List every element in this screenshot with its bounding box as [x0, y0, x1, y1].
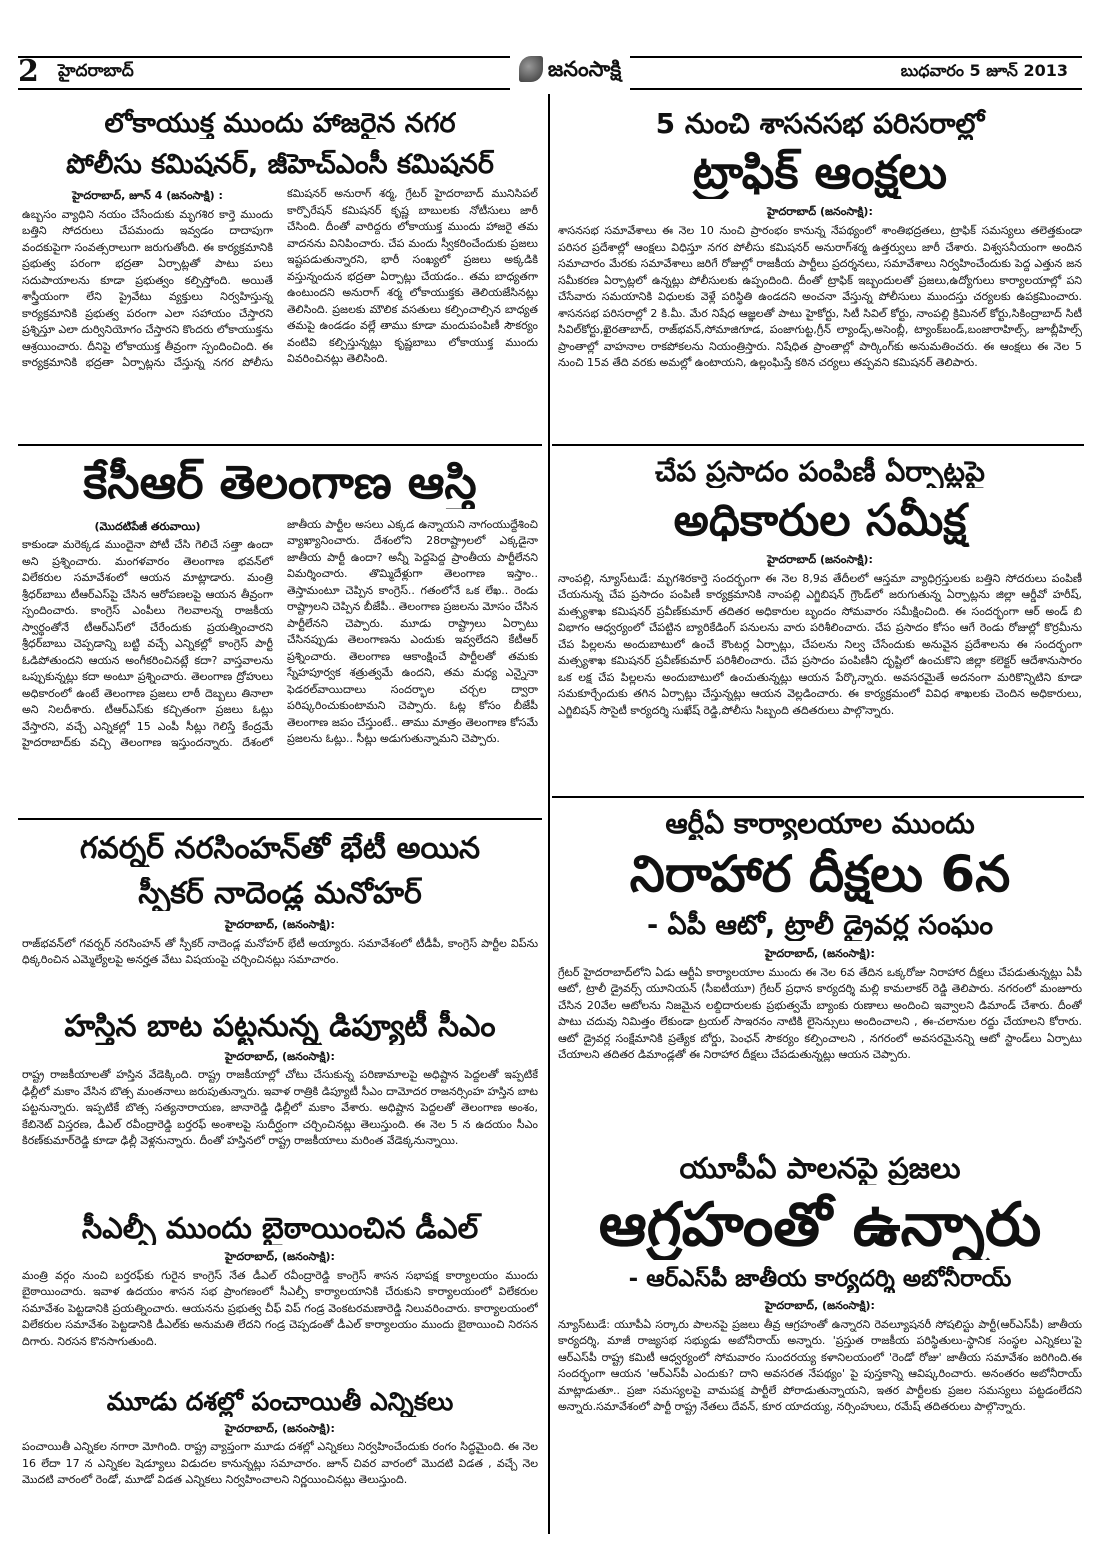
leaf-logo-icon	[519, 56, 543, 82]
dateline: హైదరాబాద్, (జనంసాక్షి):	[765, 946, 875, 960]
section-divider	[18, 444, 542, 446]
article-dl-protest	[22, 1212, 538, 1380]
article-body	[22, 1419, 538, 1519]
headline: 5 నుంచి శాసనసభ పరిసరాల్లో	[655, 108, 985, 140]
article-body	[22, 915, 538, 977]
article-body	[22, 517, 538, 799]
section-divider	[552, 796, 1084, 798]
dateline: హైదరాబాద్, (జనంసాక్షి):	[225, 1421, 335, 1435]
headline: సీఎల్పీ ముందు బైఠాయించిన డీఎల్	[81, 1212, 479, 1245]
dateline: హైదరాబాద్, జూన్ 4 (జనంసాక్షి) :	[72, 189, 223, 203]
article-text: నాంపల్లి, న్యూస్‌టుడే: మృగశిరకార్తె సందర్భంగా ఈ నెల 8,9వ తేదీలలో ఆస్తమా వ్యాధిగ్రస్తులకు బత్తిని సోదరులు పంపిణీ చేయనున్న చేప ప్రసాదం పంపిణీ కార్యక్రమానికి నాంపల్లి ఎగ్జిబిషన్ గ్రౌండ్‌లో జరుగుతున్న ఏర్పాట్లను జిల్లా ఆర్డీవో హరీష్, మత్స్యశాఖ కమిషనర్ ప్రవీణ్‌కుమార్ తదితర అధికారుల బృందం సోమవారం సమీక్షించింది. ఈ సందర్భంగా ఆర్ అండ్ బి విభాగం ఆధ్వర్యంలో చేపట్టిన బ్యారికేడింగ్ పనులను వారు పరిశీలించారు. చేప ప్రసాదం కోసం ఆగే రెండు రోజుల్లో కొర్రమీను చేప పిల్లలను అందుబాటులో ఉంచే కౌంటర్ల ఏర్పాట్లు, చేపలను నిల్వ చేసేందుకు అనువైన ప్రదేశాలను ఈ సందర్భంగా మత్స్యశాఖ కమిషనర్ ప్రవీణ్‌కుమార్ పరిశీలించారు. చేప ప్రసాదం పంపిణీని దృష్టిలో ఉంచుకొని జిల్లా కలెక్టర్ ఆదేశానుసారం ఒక లక్ష చేప పిల్లలను అందుబాటులో ఉంచుతున్నట్లు ఆయన పేర్కొన్నారు. అవసరమైతే అదనంగా మరికొన్నిటిని కూడా సమకూర్చేందుకు తగిన ఏర్పాట్లు చేస్తున్నట్లు ఆయన వెల్లడించారు. ఈ కార్యక్రమంలో వివిధ శాఖలకు చెందిన అధికారులు, ఎగ్జిబిషన్ సొసైటీ కార్యదర్శి సుఖేష్ రెడ్డి,పోలీసు సిబ్బంది తదితరులు పాల్గొన్నారు.	[558, 571, 1082, 717]
headline: యూపీఏ పాలనపై ప్రజలు	[679, 1152, 961, 1185]
masthead-date: బుధవారం 5 జూన్ 2013	[900, 61, 1068, 80]
dateline: (మొదటిపేజీ తరువాయి)	[94, 519, 201, 533]
headline: పోలీసు కమిషనర్, జీహెచ్‌ఎంసీ కమిషనర్	[66, 149, 494, 181]
section-divider	[552, 444, 1084, 446]
masthead	[18, 56, 1082, 90]
article-body	[22, 1047, 538, 1181]
headline: లోకాయుక్త ముందు హాజరైన నగర	[104, 108, 456, 139]
headline: ట్రాఫిక్ ఆంక్షలు	[692, 146, 948, 200]
article-kcr	[22, 456, 538, 806]
masthead-city: హైదరాబాద్	[58, 61, 134, 81]
article-governor	[22, 832, 538, 1002]
headline: గవర్నర్ నరసింహన్‌తో భేటీ అయిన	[79, 832, 481, 866]
subheadline: - ఆర్‌ఎస్‌పీ జాతీయ కార్యదర్శి అబోనీరాయ్	[628, 1266, 1012, 1293]
subheadline: - ఏపీ ఆటో, ట్రాలీ డ్రైవర్ల సంఘం	[646, 909, 994, 941]
headline: ఆర్టీఏ కార్యాలయాల ముందు	[665, 808, 975, 840]
article-text: కాకుండా మరెక్కడ ముందైనా పోటీ చేసి గెలిచే సత్తా ఉందా అని ప్రశ్నించారు. మంగళవారం తెలంగాణ భవన్‌లో విలేకరుల సమావేశంలో ఆయన మాట్లాడారు. మంత్రి శ్రీధర్‌బాబు టీఆర్‌ఎస్‌పై చేసిన ఆరోపణలపై ఆయన తీవ్రంగా స్పందించారు. కాంగ్రెస్ ఎంపీలు గెలవాలన్న రాజకీయ స్వార్థంతోనే టీఆర్‌ఎస్‌లో చేరేందుకు ప్రయత్నించారని శ్రీధర్‌బాబు చెప్పడాన్ని బట్టి వచ్చే ఎన్నికల్లో కాంగ్రెస్ పార్టీ ఓడిపోతుందని ఆయన అంగీకరించినట్లే కదా? వాస్తవాలను ఒప్పుకున్నట్లు కదా అంటూ ప్రశ్నించారు. తెలంగాణ ద్రోహులు అధికారంలో ఉంటే తెలంగాణ ప్రజలు లాఠీ దెబ్బలు తినాలా అని నిలదీశారు. టీఆర్‌ఎస్‌కు కచ్చితంగా ప్రజలు ఓట్లు వేస్తారని, వచ్చే ఎన్నికల్లో 15 ఎంపీ సీట్లు గెలిస్తే కేంద్రమే హైదరాబాద్‌కు వచ్చి తెలంగాణ ఇస్తుందన్నారు. దేశంలో జాతీయ పార్టీల అసలు ఎక్కడ ఉన్నాయని నాగంయుద్దేశించి వ్యాఖ్యానించారు. దేశంలోని 28రాష్ట్రాలలో ఎక్కడైనా జాతీయ పార్టీ ఉందా? అన్నీ పెద్దపెద్ద ప్రాంతీయ పార్టీలేనని విమర్శించారు. తొమ్మిదేళ్లుగా తెలంగాణ ఇస్తాం.. తెస్తామంటూ చెప్పిన కాంగ్రెస్.. గతంలోనే ఒక లేఖ.. రెండు రాష్ట్రాలని చెప్పిన బీజేపీ.. తెలంగాణ ప్రజలను మోసం చేసిన పార్టీలేనని చెప్పారు. మూడు రాష్ట్రాలు ఏర్పాటు చేసినప్పుడు తెలంగాణను ఎందుకు ఇవ్వలేదని కేటీఆర్ ప్రశ్నించారు. తెలంగాణ ఆకాంక్షించే పార్టీలతో తమకు స్నేహపూర్వక శత్రుత్వమే ఉందని, తమ మధ్య ఎన్నైనా ఫెడరల్‌వాయిదాలు సందర్భాల చర్చల ద్వారా పరిష్కరించుకుంటామని చెప్పారు. ఓట్ల కోసం బీజేపీ తెలంగాణ జపం చేస్తుంటే.. తాము మాత్రం తెలంగాణ కోసమే ప్రజలను ఓట్లు.. సీట్లు అడుగుతున్నామని చెప్పారు.	[22, 517, 538, 750]
headline: ఆగ్రహంతో ఉన్నారు	[598, 1191, 1042, 1261]
article-body	[22, 1247, 538, 1361]
article-lokayukta	[22, 108, 538, 438]
article-text: మంత్రి వర్గం నుంచి బర్తరఫ్‌కు గురైన కాంగ్రెస్ నేత డీఎల్ రవీంద్రారెడ్డి కాంగ్రెస్ శాసన సభాపక్ష కార్యాలయం ముందు బైఠాయించారు. ఇవాళ ఉదయం శాసన సభ ప్రాంగణంలో సీఎల్పీ కార్యాలయానికి చేరుకుని కార్యాలయంలో విలేకరుల సమావేశం పెట్టడానికి ప్రయత్నించారు. ఆయనను ప్రభుత్వ చీఫ్ విప్ గండ్ర వెంకటరమణారెడ్డి నిలువరించారు. కార్యాలయంలో విలేకరుల సమావేశం పెట్టడానికి డీఎల్‌కు అనుమతి లేదని గండ్ర చెప్పడంతో డీఎల్ కార్యాలయం ముందు బైఠాయించి నిరసన దిగారు. నిరసన కొనసాగుతుంది.	[22, 1268, 538, 1348]
newspaper-logo	[510, 44, 630, 98]
article-deputy-cm	[22, 1010, 538, 1202]
headline: కేసీఆర్ తెలంగాణ ఆస్తి	[83, 456, 477, 509]
article-panchayat	[22, 1388, 538, 1528]
dateline: హైదరాబాద్ (జనంసాక్షి):	[767, 552, 873, 566]
dateline: హైదరాబాద్, (జనంసాక్షి):	[225, 918, 335, 931]
dateline: హైదరాబాద్, (జనంసాక్షి):	[765, 1298, 875, 1312]
dateline: హైదరాబాద్, (జనంసాక్షి):	[225, 1049, 335, 1063]
article-upa	[558, 1152, 1082, 1532]
article-text: ఉబ్బసం వ్యాధిని నయం చేసేందుకు మృగశిర కార్తె ముందు బత్తిని సోదరులు చేపమందు ఇవ్వడం దాదాపుగా వందకుపైగా సంవత్సరాలుగా జరుగుతోంది. ఈ కార్యక్రమానికి ప్రభుత్వ పరంగా భద్రతా ఏర్పాట్లతో పాటు పలు సదుపాయాలను కూడా ప్రభుత్వం కల్పిస్తోంది. అయితే శాస్త్రీయంగా లేని ప్రైవేటు వ్యక్తులు నిర్వహిస్తున్న కార్యక్రమానికి ప్రభుత్వ పరంగా ఎలా సహాయం చేస్తారని ప్రశ్నిస్తూ ఎలా దుర్వినియోగం చేస్తారని కొందరు లోకాయుక్తను ఆశ్రయించారు. దీనిపై లోకాయుక్త తీవ్రంగా స్పందించింది. ఈ కార్యక్రమానికి భద్రతా ఏర్పాట్లను చేస్తున్న నగర పోలీసు కమిషనర్ అనురాగ్ శర్మ, గ్రేటర్ హైదరాబాద్ మునిసిపల్ కార్పొరేషన్ కమిషనర్ కృష్ణ బాబులకు నోటీసులు జారీ చేసింది. దీంతో వారిద్దరు లోకాయుక్త ముందు హాజరై తమ వాదనను వినిపించారు. చేప మందు స్వీకరించేందుకు ప్రజలు ఇష్టపడుతున్నారని, భారీ సంఖ్యలో ప్రజలు అక్కడికి వస్తున్నందున భద్రతా ఏర్పాట్లు చేయడం.. తమ బాధ్యతగా ఉంటుందని అనురాగ్ శర్మ లోకాయుక్తకు తెలియజేసినట్లు తెలిసింది. ప్రజలకు మౌలిక వసతులు కల్పించాల్సిన బాధ్యత తమపై ఉండడం వల్లే తాము కూడా మందుపంపిణీ సౌకర్యం వంటివి కల్పిస్తున్నట్లు కృష్ణబాబు లోకాయుక్త ముందు వివరించినట్లు తెలిసింది.	[22, 187, 538, 370]
headline: అధికారుల సమీక్ష	[673, 496, 967, 547]
headline: స్పీకర్ నాదెండ్ల మనోహర్	[138, 876, 422, 911]
article-text: న్యూస్‌టుడే: యూపీఏ సర్కారు పాలనపై ప్రజలు తీవ్ర ఆగ్రహంతో ఉన్నారని రెవల్యూషనరీ సోషలిస్టు పార్టీ(ఆర్‌ఎస్‌పీ) జాతీయ కార్యదర్శి, మాజీ రాజ్యసభ సభ్యుడు అబోనీరాయ్ అన్నారు. 'ప్రస్తుత రాజకీయ పరిస్థితులు-స్థానిక సంస్థల ఎన్నికలు'పై ఆర్‌ఎస్‌పీ రాష్ట్ర కమిటీ ఆధ్వర్యంలో సోమవారం సుందరయ్య కళానిలయంలో 'రెండో రోజు' జాతీయ సమావేశం జరిగింది.ఈ సందర్భంగా ఆయన 'ఆర్‌ఎస్‌పీ ఎందుకు? దాని అవసరత నేపథ్యం' పై పుస్తకాన్ని ఆవిష్కరించారు. అనంతరం అబోనీరాయ్ మాట్లాడుతూ.. ప్రజా సమస్యలపై వామపక్ష పార్టీలే పోరాడుతున్నాయని, ఇతర పార్టీలకు ప్రజల సమస్యలు పట్టడంలేదని అన్నారు.సమావేశంలో పార్టీ రాష్ట్ర నేతలు దేవన్, కూర యాదయ్య, నర్సింహులు, రమేష్ తదితరులు పాల్గొన్నారు.	[558, 1317, 1082, 1414]
dateline: హైదరాబాద్, (జనంసాక్షి):	[225, 1250, 335, 1264]
headline: హస్తిన బాట పట్టనున్న డిప్యూటీ సీఎం	[64, 1010, 496, 1044]
column-divider	[548, 94, 550, 1534]
article-text: పంచాయితీ ఎన్నికల నగారా మోగింది. రాష్ట్ర వ్యాప్తంగా మూడు దశల్లో ఎన్నికలు నిర్వహించేందుకు రంగం సిద్ధమైంది. ఈ నెల 16 లేదా 17 న ఎన్నికల షెడ్యూలు విడుదల కానున్నట్లు సమాచారం. జూన్ చివర వారంలో మొదటి విడత , వచ్చే నెల మొదటి వారంలో రెండో, మూడో విడత ఎన్నికలు నిర్వహించాలని నిర్ణయించినట్లు తెలుస్తుంది.	[22, 1440, 538, 1487]
newspaper-name: జనంసాక్షి	[547, 57, 622, 81]
article-fish-prasadam	[558, 456, 1082, 796]
headline: నిరాహార దీక్షలు 6న	[629, 846, 1011, 904]
dateline: హైదరాబాద్ (జనంసాక్షి):	[767, 205, 873, 219]
article-rta-protest	[558, 808, 1082, 1160]
page-number: 2	[18, 54, 39, 89]
article-text: రాజ్‌భవన్‌లో గవర్నర్ నరసింహన్ తో స్పీకర్ నాదెండ్ల మనోహర్ భేటీ అయ్యారు. సమావేశంలో టీడీపీ, కాంగ్రెస్ పార్టీల విప్‌ను ధిక్కరించిన ఎమ్మెల్యేలపై అనర్హత వేటు విషయంపై చర్చించినట్లు సమాచారం.	[22, 936, 538, 966]
article-text: శాసనసభ సమావేశాలు ఈ నెల 10 నుంచి ప్రారంభం కానున్న నేపథ్యంలో శాంతిభద్రతలు, ట్రాఫిక్ సమస్యలు తలెత్తకుండా పరిసర ప్రదేశాల్లో ఆంక్షలు విధిస్తూ నగర పోలీసు కమిషనర్ అనురాగ్‌శర్మ ఉత్తర్వులు జారీ చేశారు. విశ్వసనీయంగా అందిన సమాచారం మేరకు సమావేశాలు జరిగే రోజుల్లో రాజకీయ పార్టీలు ప్రదర్శనలు, సమావేశాలు నిర్వహించేందుకు పెద్ద ఎత్తున జన సమీకరణ ఏర్పాట్లలో ఉన్నట్లు పోలీసులకు ఉప్పందింది. దీంతో ట్రాఫిక్ ఇబ్బందులతో ప్రజలు,ఉద్యోగులు కార్యాలయాల్లో పని చేసేవారు సమయానికి విధులకు వెళ్లే పరిస్థితి ఉండదని అంచనా వేస్తున్న పోలీసులు ముందస్తు చర్యలకు ఉపక్రమించారు. శాసనసభ పరిసరాల్లో 2 కి.మీ. మేర నిషేధ ఆజ్ఞలతో పాటు హైకోర్టు, సిటీ సివిల్ కోర్టు, నాంపల్లి క్రిమినల్ కోర్టు,సికింద్రాబాద్ సిటీ సివిల్‌కోర్టు,ఖైరతాబాద్, రాజ్‌భవన్,సోమాజిగూడ, పంజాగుట్ట,గ్రీన్ ల్యాండ్స్,అసెంబ్లీ, ట్యాంక్‌బండ్,బంజారాహిల్స్, జూబ్లీహిల్స్ ప్రాంతాల్లో వాహనాల రాకపోకలను నియంత్రిస్తారు. నిషేధిత ప్రాంతాల్లో పార్కింగ్‌కు అనుమతించరు. ఈ ఆంక్షలు ఈ నెల 5 నుంచి 15వ తేది వరకు అమల్లో ఉంటాయని, ఉల్లంఘిస్తే కఠిన చర్యలు తప్పవని కమిషనర్ తెలిపారు.	[558, 224, 1082, 370]
headline: చేప ప్రసాదం పంపిణీ ఏర్పాట్లపై	[655, 456, 985, 488]
article-traffic	[558, 108, 1082, 438]
article-text: రాష్ట్ర రాజకీయాలతో హస్తిన వేడెక్కింది. రాష్ట్ర రాజకీయాల్లో చోటు చేసుకున్న పరిణామాలపై అధిష్టాన పెద్దలతో ఇప్పటికే ఢిల్లీలో మకాం వేసిన బొత్స మంతనాలు జరుపుతున్నారు. ఇవాళ రాత్రికి డిప్యూటీ సీఎం దామోదర రాజనర్సింహ హస్తిన బాట పట్టనున్నారు. ఇప్పటికే బొత్స సత్యనారాయణ, జానారెడ్డి ఢిల్లీలో మకాం వేశారు. అధిష్టాన పెద్దలతో తెలంగాణ అంశం, కేబినెట్ విస్తరణ, డీఎల్ రవీంద్రారెడ్డి బర్తరఫ్ అంశాలపై సుదీర్ఘంగా చర్చించినట్లు తెలుస్తుంది. ఈ నెల 5 న ఉదయం సీఎం కిరణ్‌కుమార్‌రెడ్డి కూడా ఢిల్లీ వెళ్లనున్నారు. దీంతో హస్తినలో రాష్ట్ర రాజకీయాలు మరింత వేడెక్కనున్నాయి.	[22, 1068, 538, 1147]
article-text: గ్రేటర్ హైదరాబాద్‌లోని ఏడు ఆర్టీఏ కార్యాలయాల ముందు ఈ నెల 6వ తేదిన ఒక్కరోజు నిరాహార దీక్షలు చేపడుతున్నట్లు ఏపీ ఆటో, ట్రాలీ డ్రైవర్స్ యూనియన్ (సీఐటీయూ) గ్రేటర్ ప్రధాన కార్యదర్శి మల్లి కామలాకర్ రెడ్డి తెలిపారు. నగరంలో మంజూరు చేసిన 20వేల ఆటోలను నిజమైన లబ్దిదారులకు ప్రభుత్వమే బ్యాంకు రుణాలు అందించి ఇవ్వాలని డిమాండ్ చేశారు. దీంతో పాటు చదువు నిమిత్తం లేకుండా ట్రయల్ సాఇరనం నాటికి లైసెన్సులు అందించాలని , ఈ-చలానుల రద్దు చేయాలని కోరారు. ఆటో డ్రైవర్ల సంక్షేమానికి ప్రత్యేక బోర్డు, పెంఛన్ సౌకర్యం కల్పించాలని , నగరంలో అవసరమైనన్ని ఆటో స్టాండ్‌లు ఏర్పాటు చేయాలని తదితర డిమాండ్లతో ఈ నిరాహార దీక్షలు చేపడుతున్నట్లు ఆయన చెప్పారు.	[558, 965, 1082, 1062]
article-body	[22, 186, 538, 418]
headline: మూడు దశల్లో పంచాయితీ ఎన్నికలు	[106, 1388, 454, 1416]
section-divider	[18, 818, 542, 820]
